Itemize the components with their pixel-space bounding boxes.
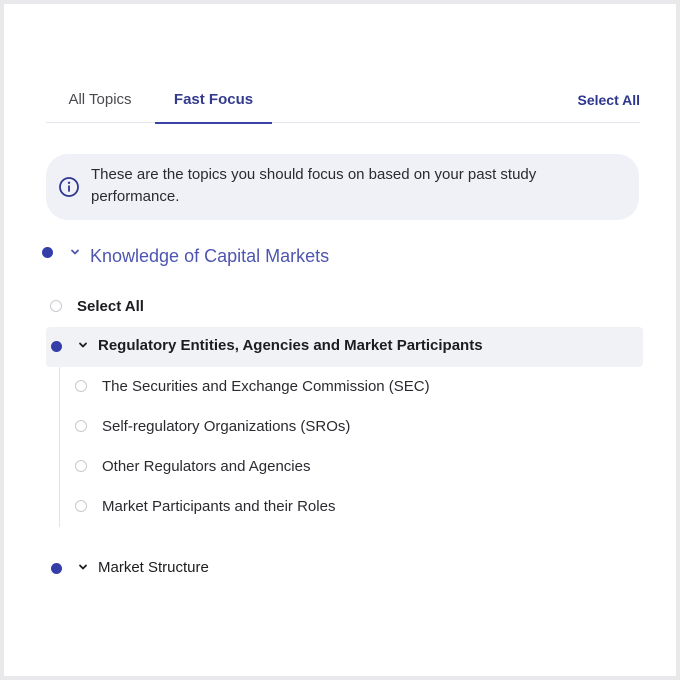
group-title[interactable]: Market Structure [98,559,209,576]
tab-fast-focus[interactable] [155,80,272,123]
group-focus-dot [51,341,62,352]
topic-item[interactable]: Market Participants and their Roles [102,498,336,515]
topic-radio[interactable] [75,420,87,432]
chevron-down-icon[interactable] [77,339,89,351]
section-focus-dot [42,247,53,258]
chevron-down-icon[interactable] [77,561,89,573]
topic-item[interactable]: Other Regulators and Agencies [102,458,311,475]
topic-selector-card [4,4,676,676]
section-title[interactable]: Knowledge of Capital Markets [90,246,330,266]
topic-item[interactable]: The Securities and Exchange Commission (SEC) [102,378,430,395]
tab-bar [46,80,640,123]
tab-all-topics[interactable]: All Topics [68,91,132,108]
topic-item[interactable]: Self-regulatory Organizations (SROs) [102,418,351,435]
topic-radio[interactable] [75,380,87,392]
select-all-button[interactable]: Select All [577,92,640,108]
info-banner-text: These are the topics you should focus on based on your past study performance. [91,166,537,205]
group-title[interactable]: Regulatory Entities, Agencies and Market Participants [98,337,483,354]
topic-radio[interactable] [75,460,87,472]
section-select-all[interactable]: Select All [77,298,144,315]
chevron-down-icon[interactable] [69,246,81,258]
info-banner [46,154,639,220]
active-tab-indicator [155,122,272,124]
tree-connector-line [59,367,60,527]
select-all-radio[interactable] [50,300,62,312]
topic-radio[interactable] [75,500,87,512]
tab-fast-focus-label: Fast Focus [173,91,254,108]
group-focus-dot [51,563,62,574]
info-icon [58,176,80,198]
